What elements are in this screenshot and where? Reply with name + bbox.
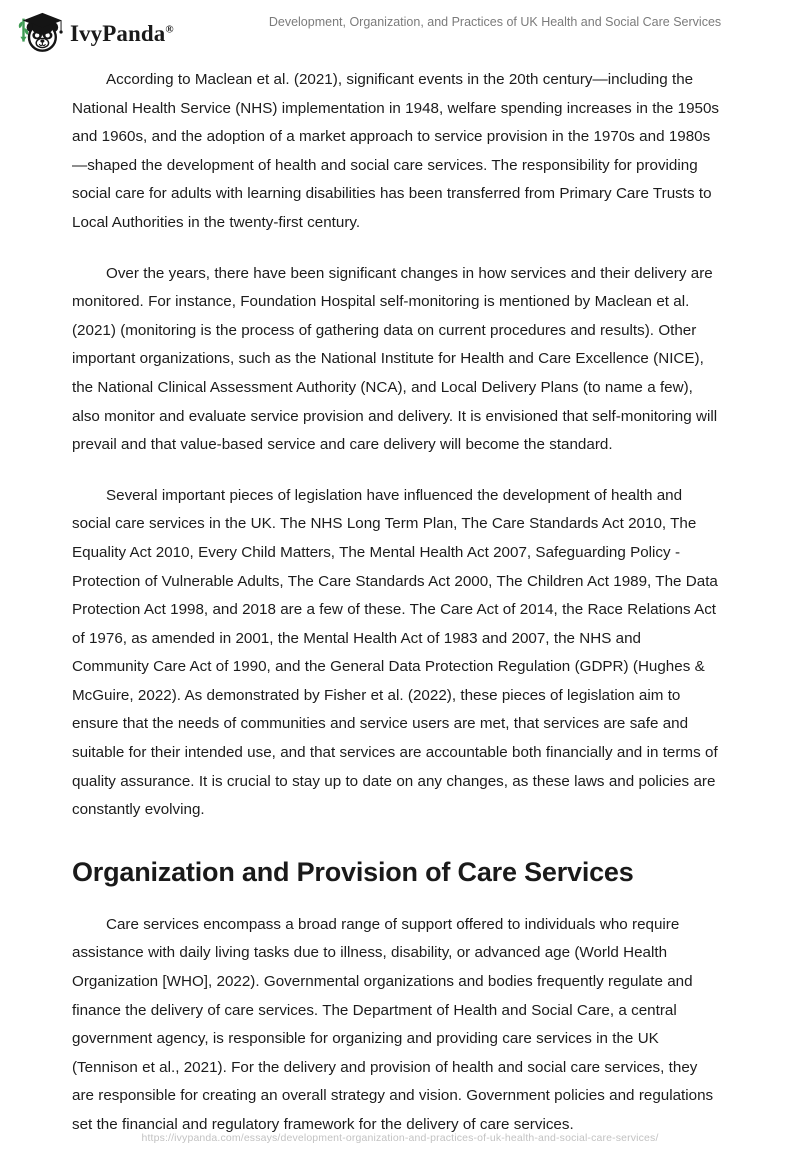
page-header (0, 0, 800, 60)
registered-trademark-symbol: ® (165, 22, 174, 35)
paragraph-4: Care services encompass a broad range of support offered to individuals who require assistance with daily living tasks due to illness, disability, or advanced age (World Health Organization [WHO], 2022). Governmental organizations and bodies frequently regulate and finance the delivery of care services. The Department of Health and Social Care, a central government agency, is responsible for organizing and providing care services in the UK (Tennison et al., 2021). For the delivery and provision of health and social care services, they are responsible for creating an overall strategy and vision. Government policies and regulations set the financial and regulatory framework for the delivery of care services. (72, 915, 714, 1133)
brand-logo[interactable] (16, 10, 174, 54)
panda-graduate-logo-icon (16, 10, 64, 54)
paragraph-3: Several important pieces of legislation have influenced the development of health and social care services in the UK. The NHS Long Term Plan, The Care Standards Act 2010, The Equality Act 2010, Every Child Matters, The Mental Health Act 2007, Safeguarding Policy - Protection of Vulnerable Adults, The Care Standards Act 2000, The Children Act 1989, The Data Protection Act 1998, and 2018 are a few of these. The Care Act of 2014, the Race Relations Act of 1976, as amended in 2001, the Mental Health Act of 1983 and 2007, the NHS and Community Care Act of 1990, and the General Data Protection Regulation (GDPR) (Hughes & McGuire, 2022). As demonstrated by Fisher et al. (2022), these pieces of legislation aim to ensure that the needs of communities and service users are met, that services are safe and suitable for their intended use, and that services are accountable both financially and in terms of quality assurance. It is crucial to stay up to date on any changes, as these laws and policies are constantly evolving. (72, 486, 718, 819)
paragraph-2: Over the years, there have been significant changes in how services and their delivery are monitored. For instance, Foundation Hospital self-monitoring is mentioned by Maclean et al. (2021) (monitoring is the process of gathering data on current procedures and results). Other important organizations, such as the National Institute for Health and Care Excellence (NICE), the National Clinical Assessment Authority (NCA), and Local Delivery Plans (to name a few), also monitor and evaluate service provision and delivery. It is envisioned that self-monitoring will prevail and that value-based service and care delivery will become the standard. (72, 264, 718, 454)
page-footer (0, 1128, 800, 1146)
brand-name-text: IvyPanda (70, 20, 166, 46)
document-title-header: Development, Organization, and Practices of UK Health and Social Care Services (268, 15, 722, 29)
footer-source-url[interactable]: https://ivypanda.com/essays/development-organization-and-practices-of-uk-health-and-social-care-services/ (141, 1132, 659, 1144)
section-heading-organization-and-provision-of-care-services: Organization and Provision of Care Services (72, 856, 634, 887)
brand-wordmark (70, 22, 174, 45)
document-body (72, 66, 722, 1140)
paragraph-1: According to Maclean et al. (2021), significant events in the 20th century—including the National Health Service (NHS) implementation in 1948, welfare spending increases in the 1950s and 1960s, and the adoption of a market approach to service provision in the 1970s and 1980s—shaped the development of health and social care services. The responsibility for providing social care for adults with learning disabilities has been transferred from Primary Care Trusts to Local Authorities in the twenty-first century. (72, 71, 720, 231)
